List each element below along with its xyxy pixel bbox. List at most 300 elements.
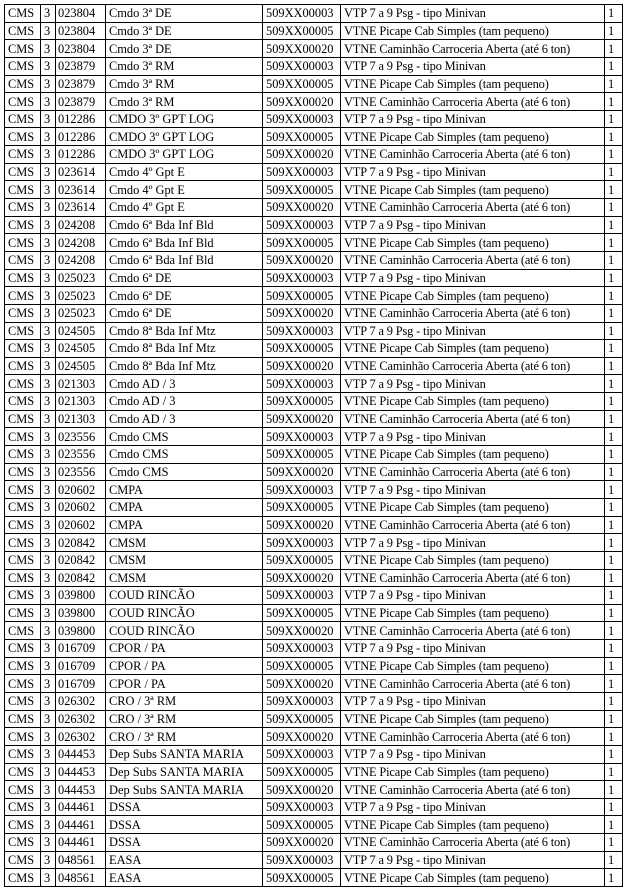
vehicle-allocation-table bbox=[4, 4, 623, 887]
vehicle-description-cell: VTNE Caminhão Carroceria Aberta (até 6 ton) bbox=[341, 93, 605, 111]
item-code-cell: 509XX00005 bbox=[263, 604, 341, 622]
item-code-cell: 509XX00003 bbox=[263, 5, 341, 23]
table-row bbox=[5, 22, 623, 40]
command-cell: CMS bbox=[5, 57, 41, 75]
command-cell: CMS bbox=[5, 128, 41, 146]
item-code-cell: 509XX00020 bbox=[263, 410, 341, 428]
table-row bbox=[5, 692, 623, 710]
item-code-cell: 509XX00005 bbox=[263, 128, 341, 146]
region-cell: 3 bbox=[41, 463, 56, 481]
item-code-cell: 509XX00005 bbox=[263, 22, 341, 40]
quantity-cell: 1 bbox=[605, 428, 623, 446]
item-code-cell: 509XX00005 bbox=[263, 763, 341, 781]
item-code-cell: 509XX00003 bbox=[263, 587, 341, 605]
item-code-cell: 509XX00003 bbox=[263, 216, 341, 234]
quantity-cell: 1 bbox=[605, 728, 623, 746]
quantity-cell: 1 bbox=[605, 692, 623, 710]
region-cell: 3 bbox=[41, 710, 56, 728]
vehicle-description-cell: VTNE Picape Cab Simples (tam pequeno) bbox=[341, 710, 605, 728]
quantity-cell: 1 bbox=[605, 710, 623, 728]
vehicle-description-cell: VTNE Caminhão Carroceria Aberta (até 6 ton) bbox=[341, 622, 605, 640]
command-cell: CMS bbox=[5, 322, 41, 340]
quantity-cell: 1 bbox=[605, 869, 623, 887]
table-row bbox=[5, 251, 623, 269]
unit-code-cell: 023614 bbox=[56, 181, 106, 199]
vehicle-description-cell: VTNE Caminhão Carroceria Aberta (até 6 ton) bbox=[341, 410, 605, 428]
unit-name-cell: CMPA bbox=[106, 481, 263, 499]
vehicle-description-cell: VTNE Caminhão Carroceria Aberta (até 6 ton) bbox=[341, 675, 605, 693]
command-cell: CMS bbox=[5, 534, 41, 552]
vehicle-description-cell: VTNE Picape Cab Simples (tam pequeno) bbox=[341, 287, 605, 305]
vehicle-description-cell: VTNE Picape Cab Simples (tam pequeno) bbox=[341, 234, 605, 252]
vehicle-description-cell: VTP 7 a 9 Psg - tipo Minivan bbox=[341, 57, 605, 75]
unit-name-cell: Cmdo 4º Gpt E bbox=[106, 163, 263, 181]
unit-name-cell: CMDO 3º GPT LOG bbox=[106, 110, 263, 128]
region-cell: 3 bbox=[41, 569, 56, 587]
region-cell: 3 bbox=[41, 199, 56, 217]
command-cell: CMS bbox=[5, 710, 41, 728]
region-cell: 3 bbox=[41, 22, 56, 40]
quantity-cell: 1 bbox=[605, 304, 623, 322]
table-row bbox=[5, 93, 623, 111]
item-code-cell: 509XX00003 bbox=[263, 57, 341, 75]
command-cell: CMS bbox=[5, 816, 41, 834]
table-row bbox=[5, 498, 623, 516]
vehicle-description-cell: VTNE Picape Cab Simples (tam pequeno) bbox=[341, 816, 605, 834]
vehicle-description-cell: VTNE Caminhão Carroceria Aberta (até 6 ton) bbox=[341, 146, 605, 164]
item-code-cell: 509XX00005 bbox=[263, 393, 341, 411]
unit-code-cell: 044453 bbox=[56, 781, 106, 799]
table-row bbox=[5, 516, 623, 534]
quantity-cell: 1 bbox=[605, 745, 623, 763]
item-code-cell: 509XX00003 bbox=[263, 163, 341, 181]
unit-name-cell: COUD RINCÃO bbox=[106, 604, 263, 622]
quantity-cell: 1 bbox=[605, 93, 623, 111]
item-code-cell: 509XX00020 bbox=[263, 834, 341, 852]
command-cell: CMS bbox=[5, 75, 41, 93]
command-cell: CMS bbox=[5, 287, 41, 305]
vehicle-description-cell: VTP 7 a 9 Psg - tipo Minivan bbox=[341, 640, 605, 658]
unit-name-cell: Cmdo 6ª DE bbox=[106, 269, 263, 287]
unit-name-cell: Cmdo CMS bbox=[106, 463, 263, 481]
vehicle-description-cell: VTP 7 a 9 Psg - tipo Minivan bbox=[341, 428, 605, 446]
table-row bbox=[5, 269, 623, 287]
region-cell: 3 bbox=[41, 375, 56, 393]
region-cell: 3 bbox=[41, 234, 56, 252]
quantity-cell: 1 bbox=[605, 622, 623, 640]
quantity-cell: 1 bbox=[605, 569, 623, 587]
item-code-cell: 509XX00020 bbox=[263, 622, 341, 640]
unit-name-cell: Cmdo 4º Gpt E bbox=[106, 181, 263, 199]
table-row bbox=[5, 304, 623, 322]
region-cell: 3 bbox=[41, 304, 56, 322]
unit-name-cell: Cmdo 3ª RM bbox=[106, 57, 263, 75]
unit-name-cell: COUD RINCÃO bbox=[106, 587, 263, 605]
region-cell: 3 bbox=[41, 446, 56, 464]
quantity-cell: 1 bbox=[605, 587, 623, 605]
table-row bbox=[5, 851, 623, 869]
quantity-cell: 1 bbox=[605, 446, 623, 464]
vehicle-description-cell: VTNE Picape Cab Simples (tam pequeno) bbox=[341, 22, 605, 40]
unit-code-cell: 039800 bbox=[56, 587, 106, 605]
table-row bbox=[5, 710, 623, 728]
vehicle-description-cell: VTP 7 a 9 Psg - tipo Minivan bbox=[341, 375, 605, 393]
command-cell: CMS bbox=[5, 216, 41, 234]
unit-name-cell: Cmdo 3ª DE bbox=[106, 5, 263, 23]
command-cell: CMS bbox=[5, 834, 41, 852]
region-cell: 3 bbox=[41, 57, 56, 75]
quantity-cell: 1 bbox=[605, 110, 623, 128]
unit-code-cell: 021303 bbox=[56, 375, 106, 393]
table-row bbox=[5, 622, 623, 640]
command-cell: CMS bbox=[5, 622, 41, 640]
vehicle-description-cell: VTP 7 a 9 Psg - tipo Minivan bbox=[341, 269, 605, 287]
unit-code-cell: 024208 bbox=[56, 234, 106, 252]
item-code-cell: 509XX00003 bbox=[263, 534, 341, 552]
region-cell: 3 bbox=[41, 728, 56, 746]
vehicle-description-cell: VTNE Picape Cab Simples (tam pequeno) bbox=[341, 75, 605, 93]
table-row bbox=[5, 393, 623, 411]
command-cell: CMS bbox=[5, 869, 41, 887]
vehicle-description-cell: VTNE Caminhão Carroceria Aberta (até 6 ton) bbox=[341, 304, 605, 322]
unit-code-cell: 025023 bbox=[56, 287, 106, 305]
vehicle-description-cell: VTP 7 a 9 Psg - tipo Minivan bbox=[341, 692, 605, 710]
region-cell: 3 bbox=[41, 128, 56, 146]
quantity-cell: 1 bbox=[605, 463, 623, 481]
quantity-cell: 1 bbox=[605, 357, 623, 375]
region-cell: 3 bbox=[41, 816, 56, 834]
item-code-cell: 509XX00003 bbox=[263, 375, 341, 393]
quantity-cell: 1 bbox=[605, 199, 623, 217]
unit-name-cell: DSSA bbox=[106, 798, 263, 816]
quantity-cell: 1 bbox=[605, 181, 623, 199]
vehicle-description-cell: VTP 7 a 9 Psg - tipo Minivan bbox=[341, 745, 605, 763]
quantity-cell: 1 bbox=[605, 251, 623, 269]
table-row bbox=[5, 322, 623, 340]
item-code-cell: 509XX00020 bbox=[263, 728, 341, 746]
table-row bbox=[5, 110, 623, 128]
vehicle-description-cell: VTP 7 a 9 Psg - tipo Minivan bbox=[341, 534, 605, 552]
vehicle-description-cell: VTP 7 a 9 Psg - tipo Minivan bbox=[341, 587, 605, 605]
quantity-cell: 1 bbox=[605, 675, 623, 693]
command-cell: CMS bbox=[5, 587, 41, 605]
quantity-cell: 1 bbox=[605, 234, 623, 252]
quantity-cell: 1 bbox=[605, 40, 623, 58]
vehicle-description-cell: VTNE Caminhão Carroceria Aberta (até 6 ton) bbox=[341, 199, 605, 217]
region-cell: 3 bbox=[41, 357, 56, 375]
unit-code-cell: 012286 bbox=[56, 110, 106, 128]
region-cell: 3 bbox=[41, 516, 56, 534]
item-code-cell: 509XX00020 bbox=[263, 199, 341, 217]
table-row bbox=[5, 181, 623, 199]
region-cell: 3 bbox=[41, 781, 56, 799]
vehicle-description-cell: VTNE Picape Cab Simples (tam pequeno) bbox=[341, 446, 605, 464]
unit-code-cell: 048561 bbox=[56, 851, 106, 869]
command-cell: CMS bbox=[5, 340, 41, 358]
table-row bbox=[5, 446, 623, 464]
vehicle-description-cell: VTNE Picape Cab Simples (tam pequeno) bbox=[341, 869, 605, 887]
item-code-cell: 509XX00005 bbox=[263, 181, 341, 199]
command-cell: CMS bbox=[5, 146, 41, 164]
vehicle-description-cell: VTP 7 a 9 Psg - tipo Minivan bbox=[341, 5, 605, 23]
unit-code-cell: 012286 bbox=[56, 146, 106, 164]
region-cell: 3 bbox=[41, 869, 56, 887]
region-cell: 3 bbox=[41, 93, 56, 111]
table-row bbox=[5, 675, 623, 693]
region-cell: 3 bbox=[41, 640, 56, 658]
unit-code-cell: 024505 bbox=[56, 357, 106, 375]
command-cell: CMS bbox=[5, 604, 41, 622]
region-cell: 3 bbox=[41, 763, 56, 781]
command-cell: CMS bbox=[5, 93, 41, 111]
table-row bbox=[5, 234, 623, 252]
vehicle-description-cell: VTNE Picape Cab Simples (tam pequeno) bbox=[341, 604, 605, 622]
vehicle-description-cell: VTNE Picape Cab Simples (tam pequeno) bbox=[341, 340, 605, 358]
command-cell: CMS bbox=[5, 569, 41, 587]
item-code-cell: 509XX00005 bbox=[263, 710, 341, 728]
unit-code-cell: 023614 bbox=[56, 199, 106, 217]
quantity-cell: 1 bbox=[605, 798, 623, 816]
item-code-cell: 509XX00020 bbox=[263, 40, 341, 58]
command-cell: CMS bbox=[5, 763, 41, 781]
command-cell: CMS bbox=[5, 428, 41, 446]
table-row bbox=[5, 745, 623, 763]
unit-code-cell: 025023 bbox=[56, 269, 106, 287]
unit-code-cell: 044461 bbox=[56, 834, 106, 852]
unit-code-cell: 023879 bbox=[56, 57, 106, 75]
vehicle-description-cell: VTNE Picape Cab Simples (tam pequeno) bbox=[341, 498, 605, 516]
unit-code-cell: 026302 bbox=[56, 710, 106, 728]
region-cell: 3 bbox=[41, 110, 56, 128]
item-code-cell: 509XX00020 bbox=[263, 93, 341, 111]
quantity-cell: 1 bbox=[605, 340, 623, 358]
item-code-cell: 509XX00005 bbox=[263, 446, 341, 464]
quantity-cell: 1 bbox=[605, 481, 623, 499]
command-cell: CMS bbox=[5, 692, 41, 710]
quantity-cell: 1 bbox=[605, 516, 623, 534]
unit-code-cell: 023804 bbox=[56, 5, 106, 23]
command-cell: CMS bbox=[5, 745, 41, 763]
item-code-cell: 509XX00020 bbox=[263, 251, 341, 269]
unit-name-cell: Cmdo 8ª Bda Inf Mtz bbox=[106, 357, 263, 375]
command-cell: CMS bbox=[5, 481, 41, 499]
unit-name-cell: CRO / 3ª RM bbox=[106, 692, 263, 710]
vehicle-description-cell: VTNE Caminhão Carroceria Aberta (até 6 ton) bbox=[341, 834, 605, 852]
vehicle-description-cell: VTP 7 a 9 Psg - tipo Minivan bbox=[341, 163, 605, 181]
command-cell: CMS bbox=[5, 657, 41, 675]
command-cell: CMS bbox=[5, 40, 41, 58]
item-code-cell: 509XX00003 bbox=[263, 269, 341, 287]
table-row bbox=[5, 816, 623, 834]
region-cell: 3 bbox=[41, 745, 56, 763]
unit-name-cell: CMSM bbox=[106, 569, 263, 587]
quantity-cell: 1 bbox=[605, 393, 623, 411]
unit-name-cell: Cmdo 3ª RM bbox=[106, 93, 263, 111]
quantity-cell: 1 bbox=[605, 269, 623, 287]
vehicle-description-cell: VTP 7 a 9 Psg - tipo Minivan bbox=[341, 851, 605, 869]
quantity-cell: 1 bbox=[605, 640, 623, 658]
item-code-cell: 509XX00020 bbox=[263, 463, 341, 481]
region-cell: 3 bbox=[41, 163, 56, 181]
item-code-cell: 509XX00005 bbox=[263, 816, 341, 834]
table-row bbox=[5, 604, 623, 622]
unit-name-cell: Cmdo CMS bbox=[106, 446, 263, 464]
item-code-cell: 509XX00005 bbox=[263, 234, 341, 252]
item-code-cell: 509XX00020 bbox=[263, 146, 341, 164]
command-cell: CMS bbox=[5, 357, 41, 375]
unit-name-cell: Cmdo 6ª Bda Inf Bld bbox=[106, 216, 263, 234]
item-code-cell: 509XX00003 bbox=[263, 745, 341, 763]
item-code-cell: 509XX00003 bbox=[263, 481, 341, 499]
unit-code-cell: 023804 bbox=[56, 22, 106, 40]
unit-name-cell: CMSM bbox=[106, 551, 263, 569]
unit-code-cell: 023879 bbox=[56, 75, 106, 93]
quantity-cell: 1 bbox=[605, 75, 623, 93]
vehicle-description-cell: VTNE Caminhão Carroceria Aberta (até 6 ton) bbox=[341, 569, 605, 587]
command-cell: CMS bbox=[5, 234, 41, 252]
region-cell: 3 bbox=[41, 834, 56, 852]
item-code-cell: 509XX00003 bbox=[263, 692, 341, 710]
unit-name-cell: Cmdo 6ª Bda Inf Bld bbox=[106, 234, 263, 252]
command-cell: CMS bbox=[5, 375, 41, 393]
unit-name-cell: Dep Subs SANTA MARIA bbox=[106, 745, 263, 763]
command-cell: CMS bbox=[5, 446, 41, 464]
region-cell: 3 bbox=[41, 146, 56, 164]
table-row bbox=[5, 834, 623, 852]
unit-code-cell: 016709 bbox=[56, 675, 106, 693]
vehicle-description-cell: VTNE Picape Cab Simples (tam pequeno) bbox=[341, 657, 605, 675]
vehicle-description-cell: VTP 7 a 9 Psg - tipo Minivan bbox=[341, 110, 605, 128]
quantity-cell: 1 bbox=[605, 781, 623, 799]
unit-name-cell: CMDO 3º GPT LOG bbox=[106, 146, 263, 164]
command-cell: CMS bbox=[5, 498, 41, 516]
table-row bbox=[5, 216, 623, 234]
unit-name-cell: Cmdo 3ª RM bbox=[106, 75, 263, 93]
command-cell: CMS bbox=[5, 269, 41, 287]
unit-code-cell: 024208 bbox=[56, 216, 106, 234]
unit-code-cell: 020842 bbox=[56, 569, 106, 587]
table-row bbox=[5, 587, 623, 605]
table-row bbox=[5, 728, 623, 746]
unit-name-cell: Dep Subs SANTA MARIA bbox=[106, 781, 263, 799]
vehicle-description-cell: VTNE Picape Cab Simples (tam pequeno) bbox=[341, 763, 605, 781]
command-cell: CMS bbox=[5, 251, 41, 269]
unit-name-cell: EASA bbox=[106, 851, 263, 869]
unit-name-cell: Cmdo 4º Gpt E bbox=[106, 199, 263, 217]
table-row bbox=[5, 163, 623, 181]
command-cell: CMS bbox=[5, 463, 41, 481]
unit-code-cell: 026302 bbox=[56, 728, 106, 746]
unit-name-cell: DSSA bbox=[106, 834, 263, 852]
region-cell: 3 bbox=[41, 587, 56, 605]
table-row bbox=[5, 357, 623, 375]
region-cell: 3 bbox=[41, 481, 56, 499]
unit-code-cell: 023804 bbox=[56, 40, 106, 58]
vehicle-description-cell: VTP 7 a 9 Psg - tipo Minivan bbox=[341, 322, 605, 340]
table-row bbox=[5, 798, 623, 816]
vehicle-description-cell: VTNE Caminhão Carroceria Aberta (até 6 ton) bbox=[341, 516, 605, 534]
quantity-cell: 1 bbox=[605, 657, 623, 675]
table-row bbox=[5, 199, 623, 217]
region-cell: 3 bbox=[41, 798, 56, 816]
table-row bbox=[5, 763, 623, 781]
unit-code-cell: 020842 bbox=[56, 551, 106, 569]
unit-name-cell: CMPA bbox=[106, 498, 263, 516]
quantity-cell: 1 bbox=[605, 216, 623, 234]
table-row bbox=[5, 781, 623, 799]
quantity-cell: 1 bbox=[605, 498, 623, 516]
quantity-cell: 1 bbox=[605, 534, 623, 552]
command-cell: CMS bbox=[5, 110, 41, 128]
quantity-cell: 1 bbox=[605, 163, 623, 181]
vehicle-description-cell: VTNE Picape Cab Simples (tam pequeno) bbox=[341, 551, 605, 569]
quantity-cell: 1 bbox=[605, 57, 623, 75]
unit-name-cell: Cmdo AD / 3 bbox=[106, 410, 263, 428]
unit-name-cell: Cmdo 6ª DE bbox=[106, 304, 263, 322]
command-cell: CMS bbox=[5, 728, 41, 746]
quantity-cell: 1 bbox=[605, 22, 623, 40]
table-row bbox=[5, 640, 623, 658]
table-row bbox=[5, 428, 623, 446]
item-code-cell: 509XX00003 bbox=[263, 428, 341, 446]
table-row bbox=[5, 146, 623, 164]
unit-code-cell: 016709 bbox=[56, 640, 106, 658]
quantity-cell: 1 bbox=[605, 763, 623, 781]
vehicle-description-cell: VTNE Picape Cab Simples (tam pequeno) bbox=[341, 393, 605, 411]
quantity-cell: 1 bbox=[605, 287, 623, 305]
unit-name-cell: Cmdo AD / 3 bbox=[106, 393, 263, 411]
item-code-cell: 509XX00020 bbox=[263, 357, 341, 375]
table-row bbox=[5, 481, 623, 499]
quantity-cell: 1 bbox=[605, 834, 623, 852]
vehicle-description-cell: VTNE Caminhão Carroceria Aberta (até 6 ton) bbox=[341, 728, 605, 746]
vehicle-description-cell: VTP 7 a 9 Psg - tipo Minivan bbox=[341, 216, 605, 234]
region-cell: 3 bbox=[41, 551, 56, 569]
item-code-cell: 509XX00005 bbox=[263, 340, 341, 358]
region-cell: 3 bbox=[41, 251, 56, 269]
item-code-cell: 509XX00005 bbox=[263, 75, 341, 93]
quantity-cell: 1 bbox=[605, 128, 623, 146]
unit-name-cell: CPOR / PA bbox=[106, 657, 263, 675]
command-cell: CMS bbox=[5, 798, 41, 816]
region-cell: 3 bbox=[41, 340, 56, 358]
unit-name-cell: CPOR / PA bbox=[106, 640, 263, 658]
unit-code-cell: 044453 bbox=[56, 763, 106, 781]
region-cell: 3 bbox=[41, 622, 56, 640]
region-cell: 3 bbox=[41, 40, 56, 58]
command-cell: CMS bbox=[5, 199, 41, 217]
unit-name-cell: Cmdo 8ª Bda Inf Mtz bbox=[106, 322, 263, 340]
item-code-cell: 509XX00003 bbox=[263, 110, 341, 128]
unit-code-cell: 021303 bbox=[56, 410, 106, 428]
unit-name-cell: Cmdo 8ª Bda Inf Mtz bbox=[106, 340, 263, 358]
unit-name-cell: Cmdo 3ª DE bbox=[106, 40, 263, 58]
table-row bbox=[5, 57, 623, 75]
unit-code-cell: 044461 bbox=[56, 816, 106, 834]
unit-name-cell: CRO / 3ª RM bbox=[106, 710, 263, 728]
unit-code-cell: 020842 bbox=[56, 534, 106, 552]
unit-code-cell: 039800 bbox=[56, 622, 106, 640]
unit-code-cell: 016709 bbox=[56, 657, 106, 675]
command-cell: CMS bbox=[5, 675, 41, 693]
region-cell: 3 bbox=[41, 675, 56, 693]
vehicle-description-cell: VTNE Picape Cab Simples (tam pequeno) bbox=[341, 128, 605, 146]
unit-name-cell: Cmdo 3ª DE bbox=[106, 22, 263, 40]
unit-code-cell: 023614 bbox=[56, 163, 106, 181]
command-cell: CMS bbox=[5, 551, 41, 569]
quantity-cell: 1 bbox=[605, 410, 623, 428]
table-row bbox=[5, 128, 623, 146]
